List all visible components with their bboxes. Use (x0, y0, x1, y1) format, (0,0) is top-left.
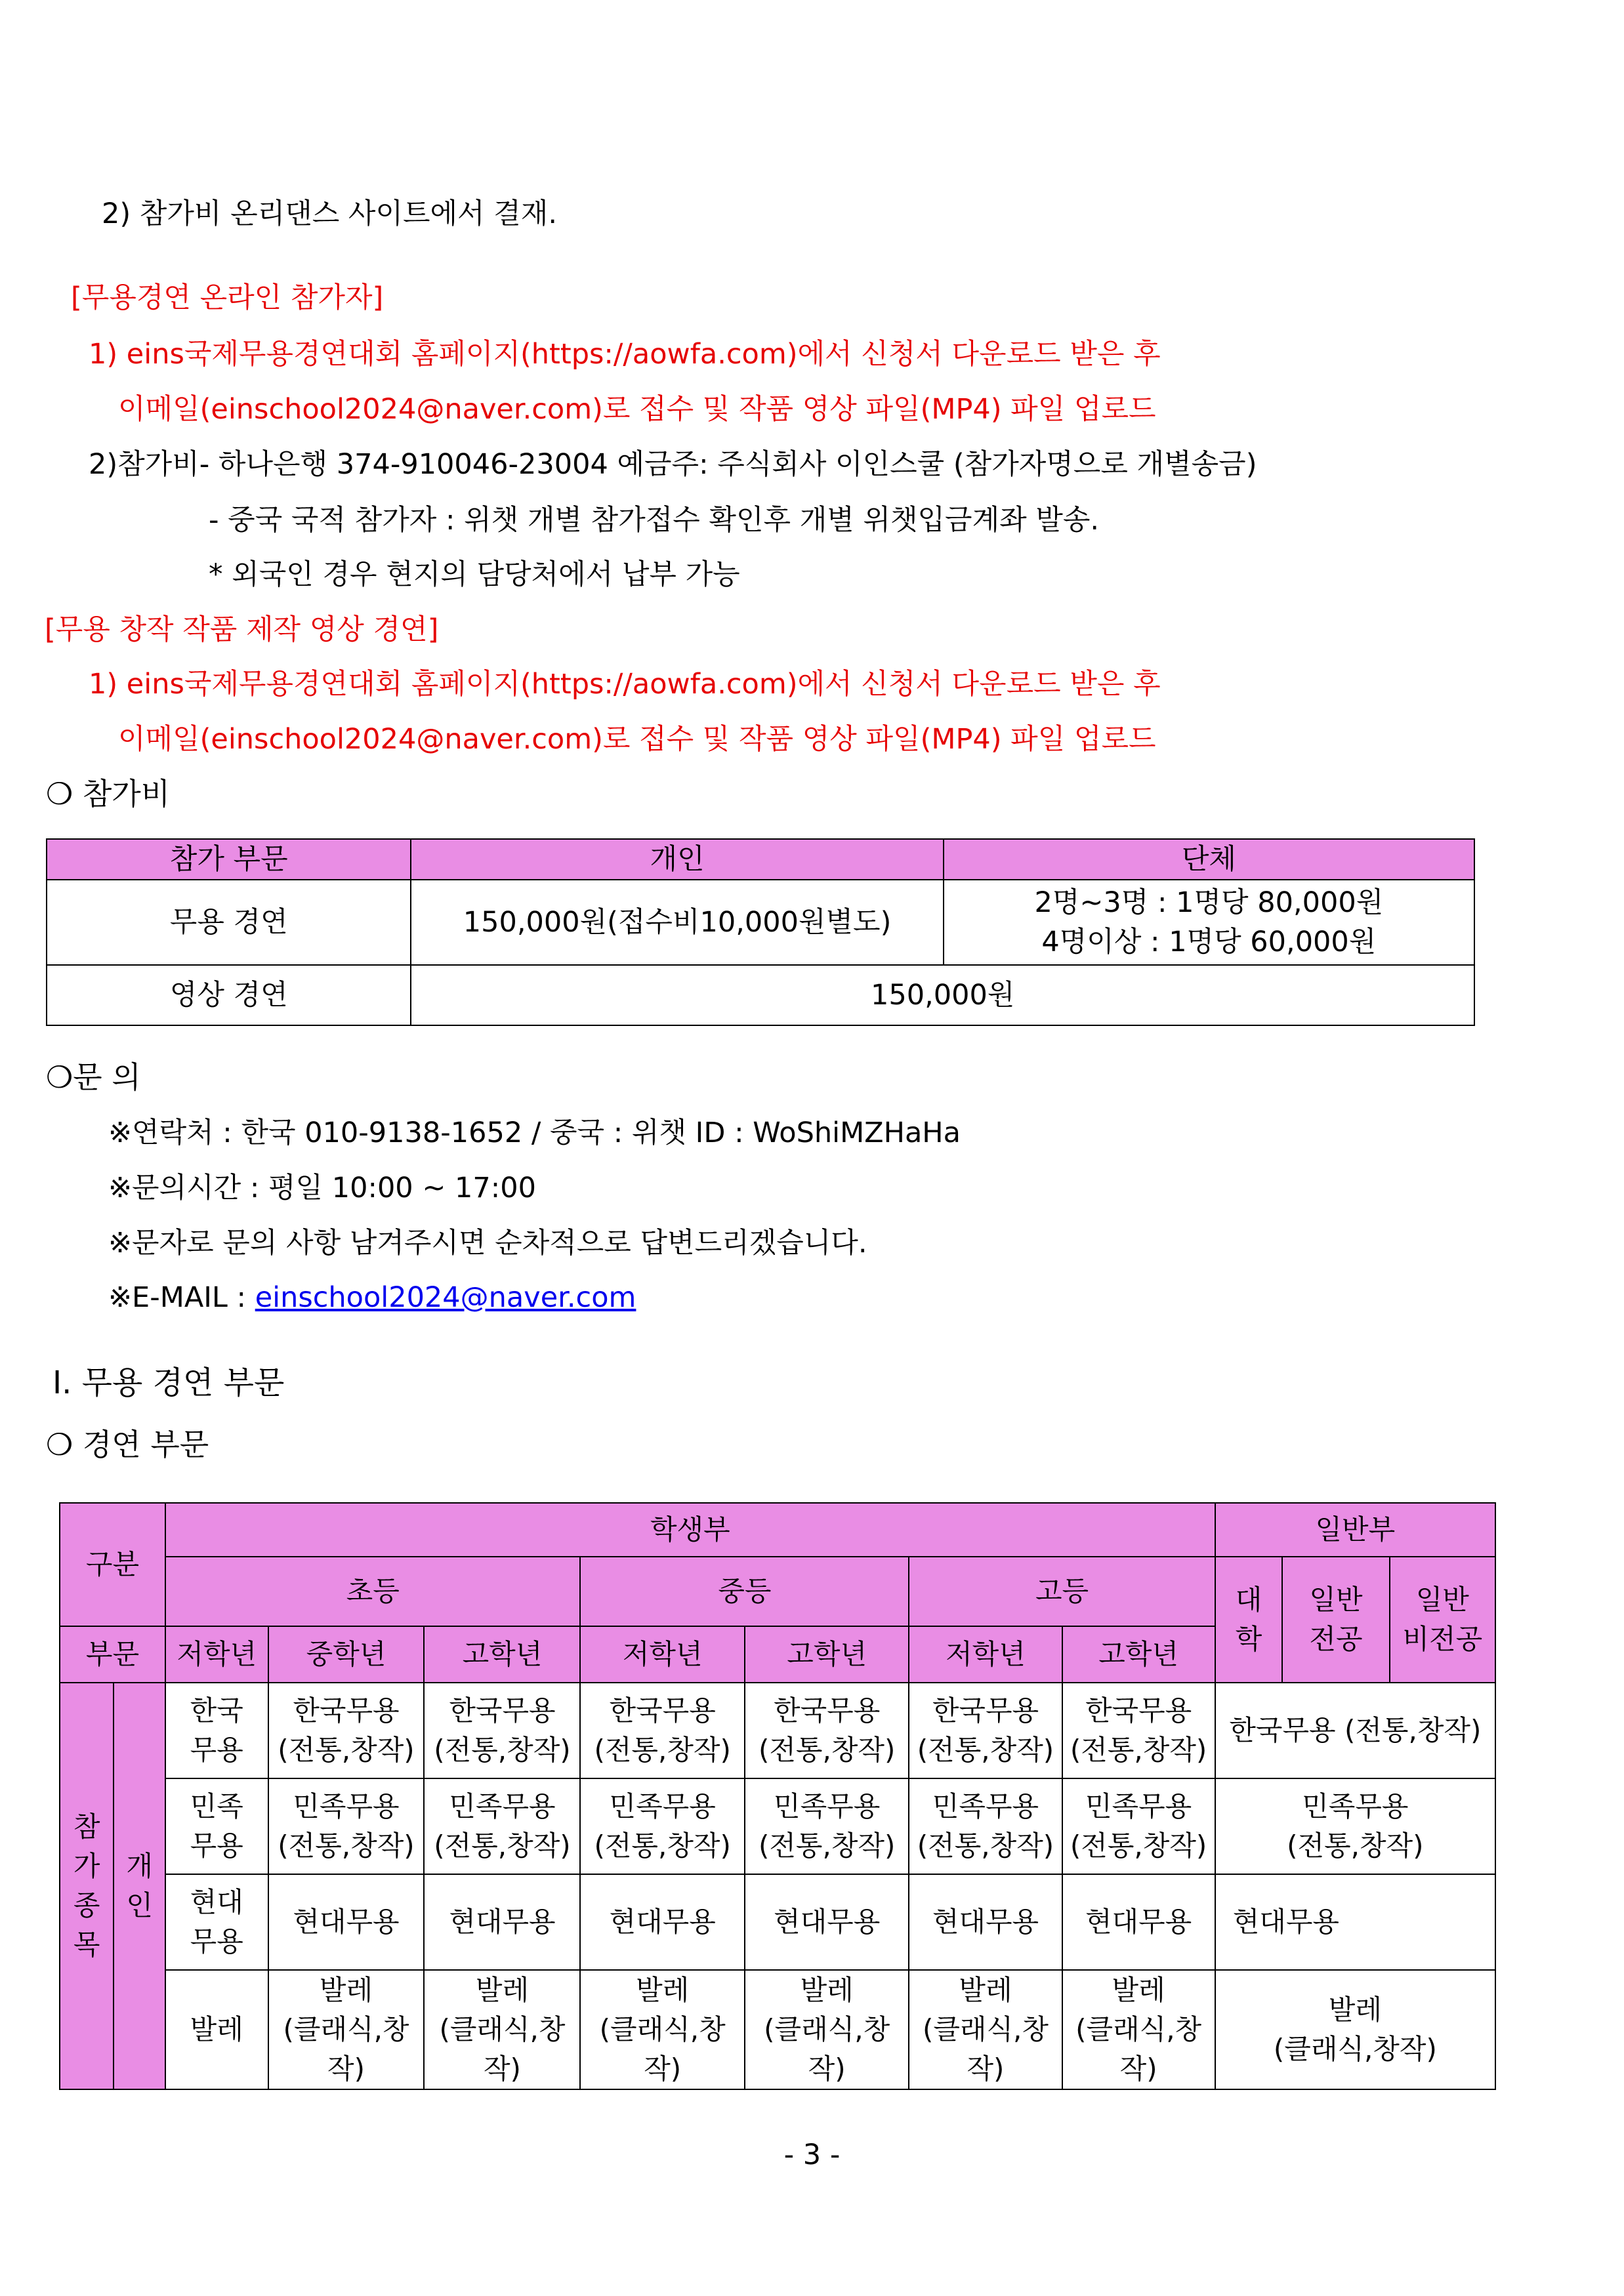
online-item-1a: 1) eins국제무용경연대회 홈페이지(https://aowfa.com)에서 신청서 다운로드 받은 후 (89, 338, 1161, 371)
header-university (1215, 1557, 1283, 1683)
header-general-nonmajor-1: 일반 (1415, 1584, 1469, 1616)
header-elementary: 초등 (165, 1557, 580, 1626)
fee-header-group: 단체 (944, 839, 1474, 880)
cell-text: 한국무용 (293, 1694, 400, 1727)
cell-ballet-general (1215, 1970, 1495, 2089)
cell-korean (580, 1683, 744, 1778)
cell-subtext: (전통,창작) (1287, 1830, 1424, 1862)
cell-folk (424, 1778, 580, 1874)
cell-text: 발레 (475, 1974, 530, 2006)
cell-modern: 현대무용 (424, 1874, 580, 1970)
cell-text: 민족무용 (609, 1790, 716, 1822)
cell-text: 발레 (636, 1974, 690, 2006)
cell-modern: 현대무용 (745, 1874, 909, 1970)
row-folk-label-1: 민족 (190, 1790, 243, 1822)
contact-email-label: ※E-MAIL : (108, 1281, 255, 1314)
cell-korean (1062, 1683, 1215, 1778)
cell-subtext: (전통,창작) (434, 1830, 571, 1862)
cell-text: 민족무용 (774, 1790, 881, 1822)
cell-text: 민족무용 (932, 1790, 1039, 1822)
header-gubun: 구분 (60, 1503, 165, 1626)
fee-row-dance-individual: 150,000원(접수비10,000원별도) (411, 880, 943, 965)
cell-text: 발레 (319, 1974, 373, 2006)
cell-text: 한국무용 (932, 1694, 1039, 1727)
header-high: 고등 (909, 1557, 1215, 1626)
online-note-1: - 중국 국적 참가자 : 위챗 개별 참가접수 확인후 개별 위챗입금계좌 발송. (209, 504, 1100, 537)
cell-subtext: (클래식,창작) (922, 2013, 1049, 2085)
cell-text: 민족무용 (1085, 1790, 1192, 1822)
cell-modern: 현대무용 (580, 1874, 744, 1970)
cell-folk (909, 1778, 1062, 1874)
row-folk-label (165, 1778, 268, 1874)
header-university-1: 대 (1235, 1584, 1262, 1616)
cell-subtext: (전통,창작) (758, 1734, 896, 1766)
row-korean-label-1: 한국 (190, 1694, 243, 1727)
side-char-4: 목 (73, 1929, 100, 1961)
perf-table (59, 1502, 1496, 2090)
grade-elem-mid: 중학년 (268, 1626, 425, 1683)
cell-text: 발레 (1328, 1994, 1382, 2026)
cell-text: 민족무용 (449, 1790, 556, 1822)
online-heading: [무용경연 온라인 참가자] (71, 281, 384, 314)
fee-header-individual: 개인 (411, 839, 943, 880)
cell-folk (1062, 1778, 1215, 1874)
cell-subtext: (전통,창작) (917, 1734, 1054, 1766)
online-note-2: * 외국인 경우 현지의 담당처에서 납부 가능 (209, 558, 740, 591)
cell-text: 한국무용 (449, 1694, 556, 1727)
header-middle: 중등 (580, 1557, 909, 1626)
cell-folk (580, 1778, 744, 1874)
cell-ballet (580, 1970, 744, 2089)
cell-ballet (268, 1970, 425, 2089)
cell-text: 한국무용 (1085, 1694, 1192, 1727)
contact-hours: ※문의시간 : 평일 10:00 ~ 17:00 (108, 1172, 536, 1204)
cell-subtext: (전통,창작) (1070, 1734, 1207, 1766)
side-individual (114, 1683, 165, 2089)
header-general-major-1: 일반 (1309, 1584, 1363, 1616)
header-general-major (1282, 1557, 1389, 1683)
side-individual-2: 인 (126, 1889, 153, 1921)
cell-text: 발레 (959, 1974, 1012, 2006)
side-char-1: 참 (73, 1811, 100, 1843)
cell-ballet (1062, 1970, 1215, 2089)
header-general-major-2: 전공 (1309, 1623, 1363, 1655)
grade-high-high: 고학년 (1062, 1626, 1215, 1683)
section1-title: Ⅰ. 무용 경연 부문 (52, 1364, 285, 1401)
online-item-1b: 이메일(einschool2024@naver.com)로 접수 및 작품 영상 파일(MP4) 파일 업로드 (118, 393, 1156, 426)
cell-text: 민족무용 (1302, 1790, 1409, 1822)
row-modern-label-1: 현대 (190, 1886, 243, 1918)
fee-group-large: 4명이상 : 1명당 60,000원 (1041, 926, 1377, 958)
pay-item-2: 2) 참가비 온리댄스 사이트에서 결재. (102, 197, 558, 230)
section1-sub: ❍ 경연 부문 (46, 1427, 209, 1462)
cell-korean (745, 1683, 909, 1778)
fee-row-video-label: 영상 경연 (47, 965, 411, 1025)
row-korean-label (165, 1683, 268, 1778)
cell-subtext: (클래식,창작) (439, 2013, 566, 2085)
row-korean-label-2: 무용 (190, 1734, 243, 1766)
grade-high-low: 저학년 (909, 1626, 1062, 1683)
cell-korean-general: 한국무용 (전통,창작) (1215, 1683, 1495, 1778)
grade-elem-low: 저학년 (165, 1626, 268, 1683)
header-general: 일반부 (1215, 1503, 1495, 1557)
header-student: 학생부 (165, 1503, 1215, 1557)
cell-subtext: (클래식,창작) (764, 2013, 890, 2085)
fee-group-small: 2명~3명 : 1명당 80,000원 (1034, 886, 1384, 919)
fee-row-video-value: 150,000원 (411, 965, 1474, 1025)
side-participation-events (60, 1683, 114, 2089)
cell-subtext: (전통,창작) (278, 1830, 415, 1862)
cell-ballet (424, 1970, 580, 2089)
cell-subtext: (전통,창작) (1070, 1830, 1207, 1862)
video-item-1b: 이메일(einschool2024@naver.com)로 접수 및 작품 영상 파일(MP4) 파일 업로드 (118, 723, 1156, 756)
row-modern-label-2: 무용 (190, 1925, 243, 1958)
cell-korean (424, 1683, 580, 1778)
cell-subtext: (전통,창작) (758, 1830, 896, 1862)
cell-korean (909, 1683, 1062, 1778)
contact-email-line (108, 1278, 636, 1317)
header-general-nonmajor-2: 비전공 (1402, 1623, 1483, 1655)
cell-text: 한국무용 (609, 1694, 716, 1727)
grade-elem-high: 고학년 (424, 1626, 580, 1683)
cell-modern: 현대무용 (1062, 1874, 1215, 1970)
cell-modern-general: 현대무용 (1215, 1874, 1495, 1970)
row-folk-label-2: 무용 (190, 1830, 243, 1862)
cell-subtext: (전통,창작) (594, 1734, 731, 1766)
header-general-nonmajor (1390, 1557, 1495, 1683)
fee-row-dance-group (944, 880, 1474, 965)
cell-folk (745, 1778, 909, 1874)
video-item-1a: 1) eins국제무용경연대회 홈페이지(https://aowfa.com)에서 신청서 다운로드 받은 후 (89, 668, 1161, 701)
cell-ballet (909, 1970, 1062, 2089)
cell-subtext: (클래식,창작) (1075, 2013, 1202, 2085)
header-university-2: 학 (1235, 1623, 1262, 1655)
contact-email-link[interactable]: einschool2024@naver.com (255, 1281, 636, 1314)
side-individual-1: 개 (126, 1850, 153, 1882)
cell-modern: 현대무용 (268, 1874, 425, 1970)
fee-header-category: 참가 부문 (47, 839, 411, 880)
cell-folk (268, 1778, 425, 1874)
contact-sms: ※문자로 문의 사항 남겨주시면 순차적으로 답변드리겠습니다. (108, 1227, 867, 1260)
cell-subtext: (전통,창작) (917, 1830, 1054, 1862)
cell-subtext: (클래식,창작) (1273, 2033, 1437, 2065)
grade-middle-low: 저학년 (580, 1626, 744, 1683)
cell-subtext: (전통,창작) (434, 1734, 571, 1766)
cell-text: 민족무용 (293, 1790, 400, 1822)
side-char-3: 종 (73, 1889, 100, 1921)
cell-text: 한국무용 (774, 1694, 881, 1727)
fee-row-dance-label: 무용 경연 (47, 880, 411, 965)
grade-middle-high: 고학년 (745, 1626, 909, 1683)
cell-folk-general (1215, 1778, 1495, 1874)
cell-subtext: (전통,창작) (594, 1830, 731, 1862)
contact-phone: ※연락처 : 한국 010-9138-1652 / 중국 : 위챗 ID : WoShiMZHaHa (108, 1117, 961, 1149)
cell-text: 발레 (800, 1974, 854, 2006)
row-ballet-label: 발레 (165, 1970, 268, 2089)
cell-text: 발레 (1112, 1974, 1165, 2006)
video-heading: [무용 창작 작품 제작 영상 경연] (45, 613, 439, 646)
page-number: - 3 - (783, 2139, 841, 2171)
cell-korean (268, 1683, 425, 1778)
header-bumun: 부문 (60, 1626, 165, 1683)
fee-heading: ❍ 참가비 (46, 776, 171, 811)
online-item-2: 2)참가비- 하나은행 374-910046-23004 예금주: 주식회사 이인스쿨 (참가자명으로 개별송금) (89, 448, 1257, 481)
cell-subtext: (전통,창작) (278, 1734, 415, 1766)
cell-subtext: (클래식,창작) (599, 2013, 726, 2085)
cell-ballet (745, 1970, 909, 2089)
fee-table (46, 838, 1475, 1026)
row-modern-label (165, 1874, 268, 1970)
side-char-2: 가 (73, 1850, 100, 1882)
cell-modern: 현대무용 (909, 1874, 1062, 1970)
cell-subtext: (클래식,창작) (283, 2013, 409, 2085)
contact-heading: ❍문 의 (46, 1059, 141, 1095)
